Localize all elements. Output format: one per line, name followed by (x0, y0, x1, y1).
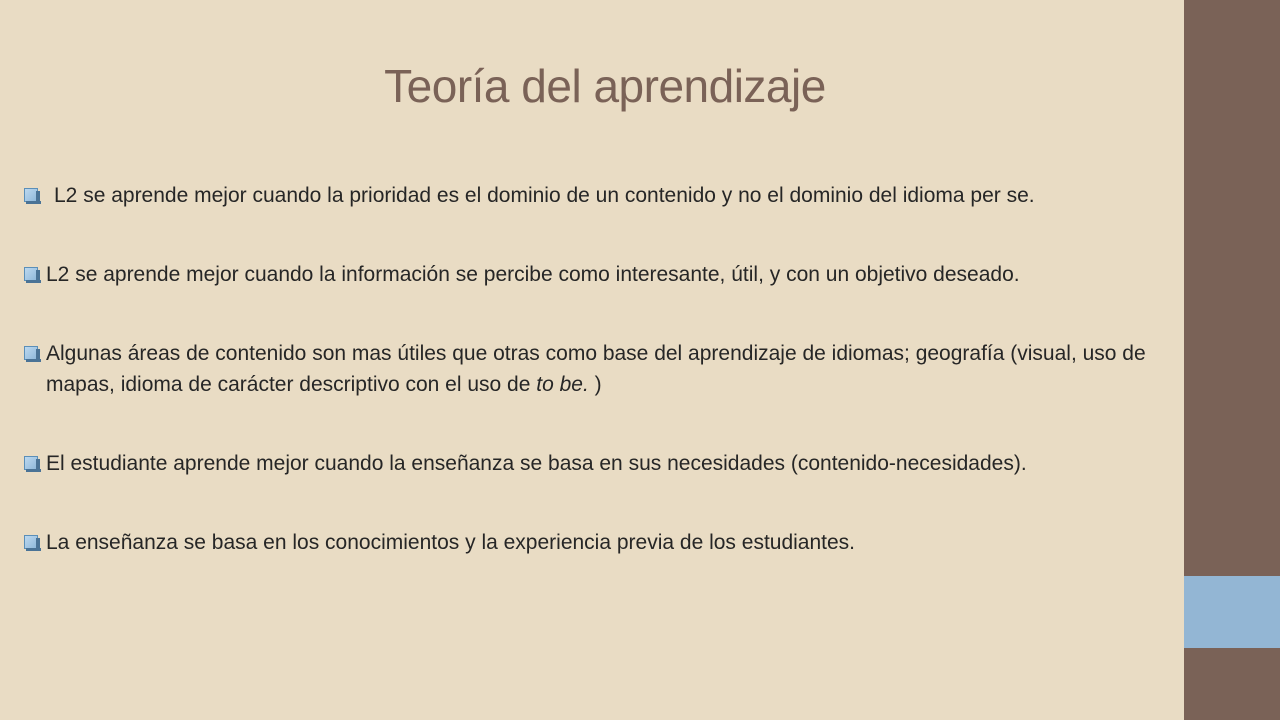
square-bullet-icon (24, 267, 38, 281)
bullet-text-5: La enseñanza se basa en los conocimientos y la experiencia previa de los estudiantes. (46, 531, 856, 554)
bullet-list (24, 180, 1164, 558)
bullet-item-1 (24, 180, 1164, 211)
bullet-item-4 (24, 448, 1164, 479)
bullet-text-3-main: Algunas áreas de contenido son mas útiles que otras como base del aprendizaje de idiomas; geografía (visual, uso de mapas, idioma de carácter descriptivo con el uso de (46, 342, 1146, 396)
square-bullet-icon (24, 456, 38, 470)
side-bar-bottom-segment (1184, 648, 1280, 720)
bullet-text-3 (46, 338, 1164, 400)
slide-title: Teoría del aprendizaje (384, 60, 826, 112)
side-decoration-bar (1184, 0, 1280, 720)
side-bar-accent-segment (1184, 576, 1280, 648)
bullet-text-3-end: ) (588, 373, 602, 396)
square-bullet-icon (24, 535, 38, 549)
bullet-text-4: El estudiante aprende mejor cuando la enseñanza se basa en sus necesidades (contenido-necesidades). (46, 452, 1027, 475)
side-bar-top-segment (1184, 0, 1280, 576)
bullet-text-1: L2 se aprende mejor cuando la prioridad es el dominio de un contenido y no el dominio del idioma per se. (54, 184, 1035, 207)
bullet-item-2 (24, 259, 1164, 290)
bullet-text-2: L2 se aprende mejor cuando la información se percibe como interesante, útil, y con un objetivo deseado. (46, 263, 1020, 286)
bullet-item-5 (24, 527, 1164, 558)
bullet-text-3-italic: to be. (536, 373, 589, 396)
square-bullet-icon (24, 188, 38, 202)
square-bullet-icon (24, 346, 38, 360)
bullet-item-3 (24, 338, 1164, 400)
